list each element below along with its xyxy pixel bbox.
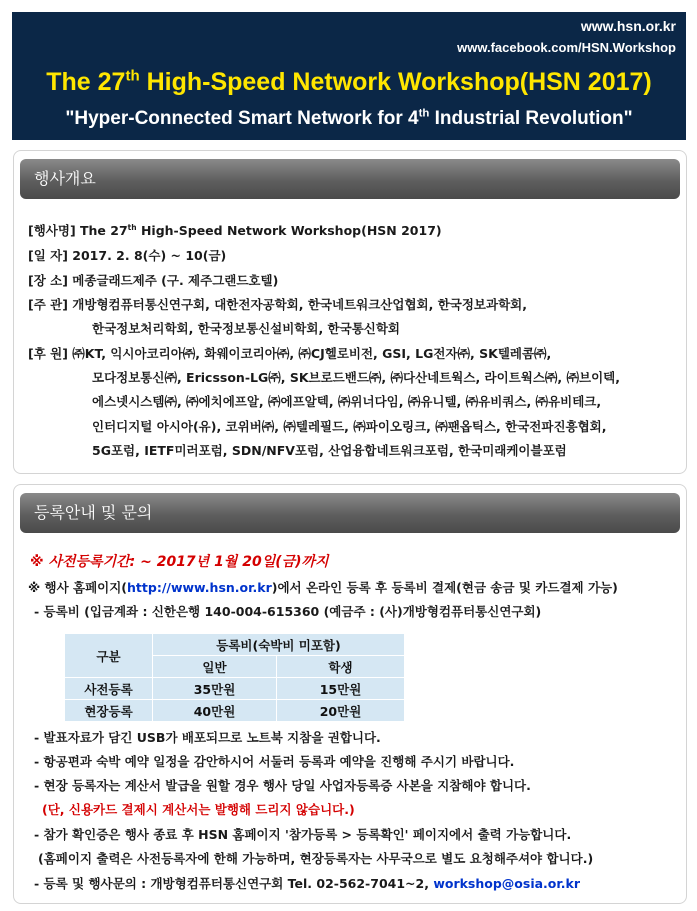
site-url-link[interactable]: www.hsn.or.kr <box>580 18 676 34</box>
event-name-row: [행사명] The 27th High-Speed Network Workshop(HSN 2017) <box>28 222 442 238</box>
confirm-note: - 참가 확인증은 행사 종료 후 HSN 홈페이지 '참가등록 > 등록확인' 페이지에서 출력 가능합니다. <box>34 827 572 842</box>
contact-email-link[interactable]: workshop@osia.or.kr <box>433 876 580 891</box>
table-row <box>65 700 405 722</box>
contact-line: - 등록 및 행사문의 : 개방형컴퓨터통신연구회 Tel. 02-562-7041~2, workshop@osia.or.kr <box>34 876 580 891</box>
deadline-notice: ※ 사전등록기간: ~ 2017년 1월 20일(금)까지 <box>30 554 329 570</box>
confirm-note-detail: (홈페이지 출력은 사전등록자에 한해 가능하며, 현장등록자는 사무국으로 별도 요청해주셔야 합니다.) <box>38 851 594 866</box>
header-banner <box>12 12 686 140</box>
fee-row-student: 15만원 <box>277 678 405 700</box>
overview-heading: 행사개요 <box>20 159 680 199</box>
host-row-cont: 한국정보처리학회, 한국정보통신설비학회, 한국통신학회 <box>92 321 401 336</box>
workshop-subtitle: "Hyper-Connected Smart Network for 4th Industrial Revolution" <box>65 107 633 129</box>
fee-table <box>64 633 405 722</box>
sponsor-row-cont: 5G포럼, IETF미러포럼, SDN/NFV포럼, 산업융합네트워크포럼, 한국미래케이블포럼 <box>92 443 567 458</box>
online-registration-line: ※ 행사 홈페이지(http://www.hsn.or.kr)에서 온라인 등록 후 등록비 결제(현금 송금 및 카드결제 가능) <box>28 580 618 595</box>
fee-row-type: 현장등록 <box>65 700 153 722</box>
fee-row-general: 35만원 <box>153 678 277 700</box>
overview-panel <box>13 150 687 474</box>
fee-row-general: 40만원 <box>153 700 277 722</box>
note-receipt: - 현장 등록자는 계산서 발급을 원할 경우 행사 당일 사업자등록증 사본을 지참해야 합니다. <box>34 778 531 793</box>
fee-header-general: 일반 <box>153 656 277 678</box>
sponsor-row: [후 원] ㈜KT, 익시아코리아㈜, 화웨이코리아㈜, ㈜CJ헬로비전, GSI, LG전자㈜, SK텔레콤㈜, <box>28 346 552 361</box>
sponsor-row-cont: 모다정보통신㈜, Ericsson-LG㈜, SK브로드밴드㈜, ㈜다산네트웍스, 라이트웍스㈜, ㈜브이텍, <box>92 370 620 385</box>
fee-header-student: 학생 <box>277 656 405 678</box>
fee-header-title: 등록비(숙박비 미포함) <box>153 634 405 656</box>
registration-panel <box>13 484 687 904</box>
card-note: (단, 신용카드 결제시 계산서는 발행해 드리지 않습니다.) <box>42 802 355 817</box>
registration-heading: 등록안내 및 문의 <box>20 493 680 533</box>
table-row <box>65 678 405 700</box>
sponsor-row-cont: 인터디지털 아시아(유), 코위버㈜, ㈜텔레필드, ㈜파이오링크, ㈜팬옵틱스, 한국전파진흥협회, <box>92 419 607 434</box>
venue-row: [장 소] 메종글래드제주 (구. 제주그랜드호텔) <box>28 273 279 288</box>
fee-row-type: 사전등록 <box>65 678 153 700</box>
date-row: [일 자] 2017. 2. 8(수) ~ 10(금) <box>28 248 227 263</box>
fee-row-student: 20만원 <box>277 700 405 722</box>
account-line: - 등록비 (입금계좌 : 신한은행 140-004-615360 (예금주 : (사)개방형컴퓨터통신연구회) <box>34 604 542 619</box>
workshop-title: The 27th High-Speed Network Workshop(HSN 2017) <box>46 67 652 96</box>
facebook-url-link[interactable]: www.facebook.com/HSN.Workshop <box>457 40 676 55</box>
host-row: [주 관] 개방형컴퓨터통신연구회, 대한전자공학회, 한국네트워크산업협회, 한국정보과학회, <box>28 297 527 312</box>
sponsor-row-cont: 에스넷시스템㈜, ㈜에치에프알, ㈜에프알텍, ㈜위너다임, ㈜유니텔, ㈜유비쿼스, ㈜유비테크, <box>92 394 602 409</box>
note-usb: - 발표자료가 담긴 USB가 배포되므로 노트북 지참을 권합니다. <box>34 730 381 745</box>
note-booking: - 항공편과 숙박 예약 일정을 감안하시어 서둘러 등록과 예약을 진행해 주시기 바랍니다. <box>34 754 515 769</box>
fee-header-category: 구분 <box>65 634 153 678</box>
homepage-link[interactable]: http://www.hsn.or.kr <box>127 580 272 595</box>
